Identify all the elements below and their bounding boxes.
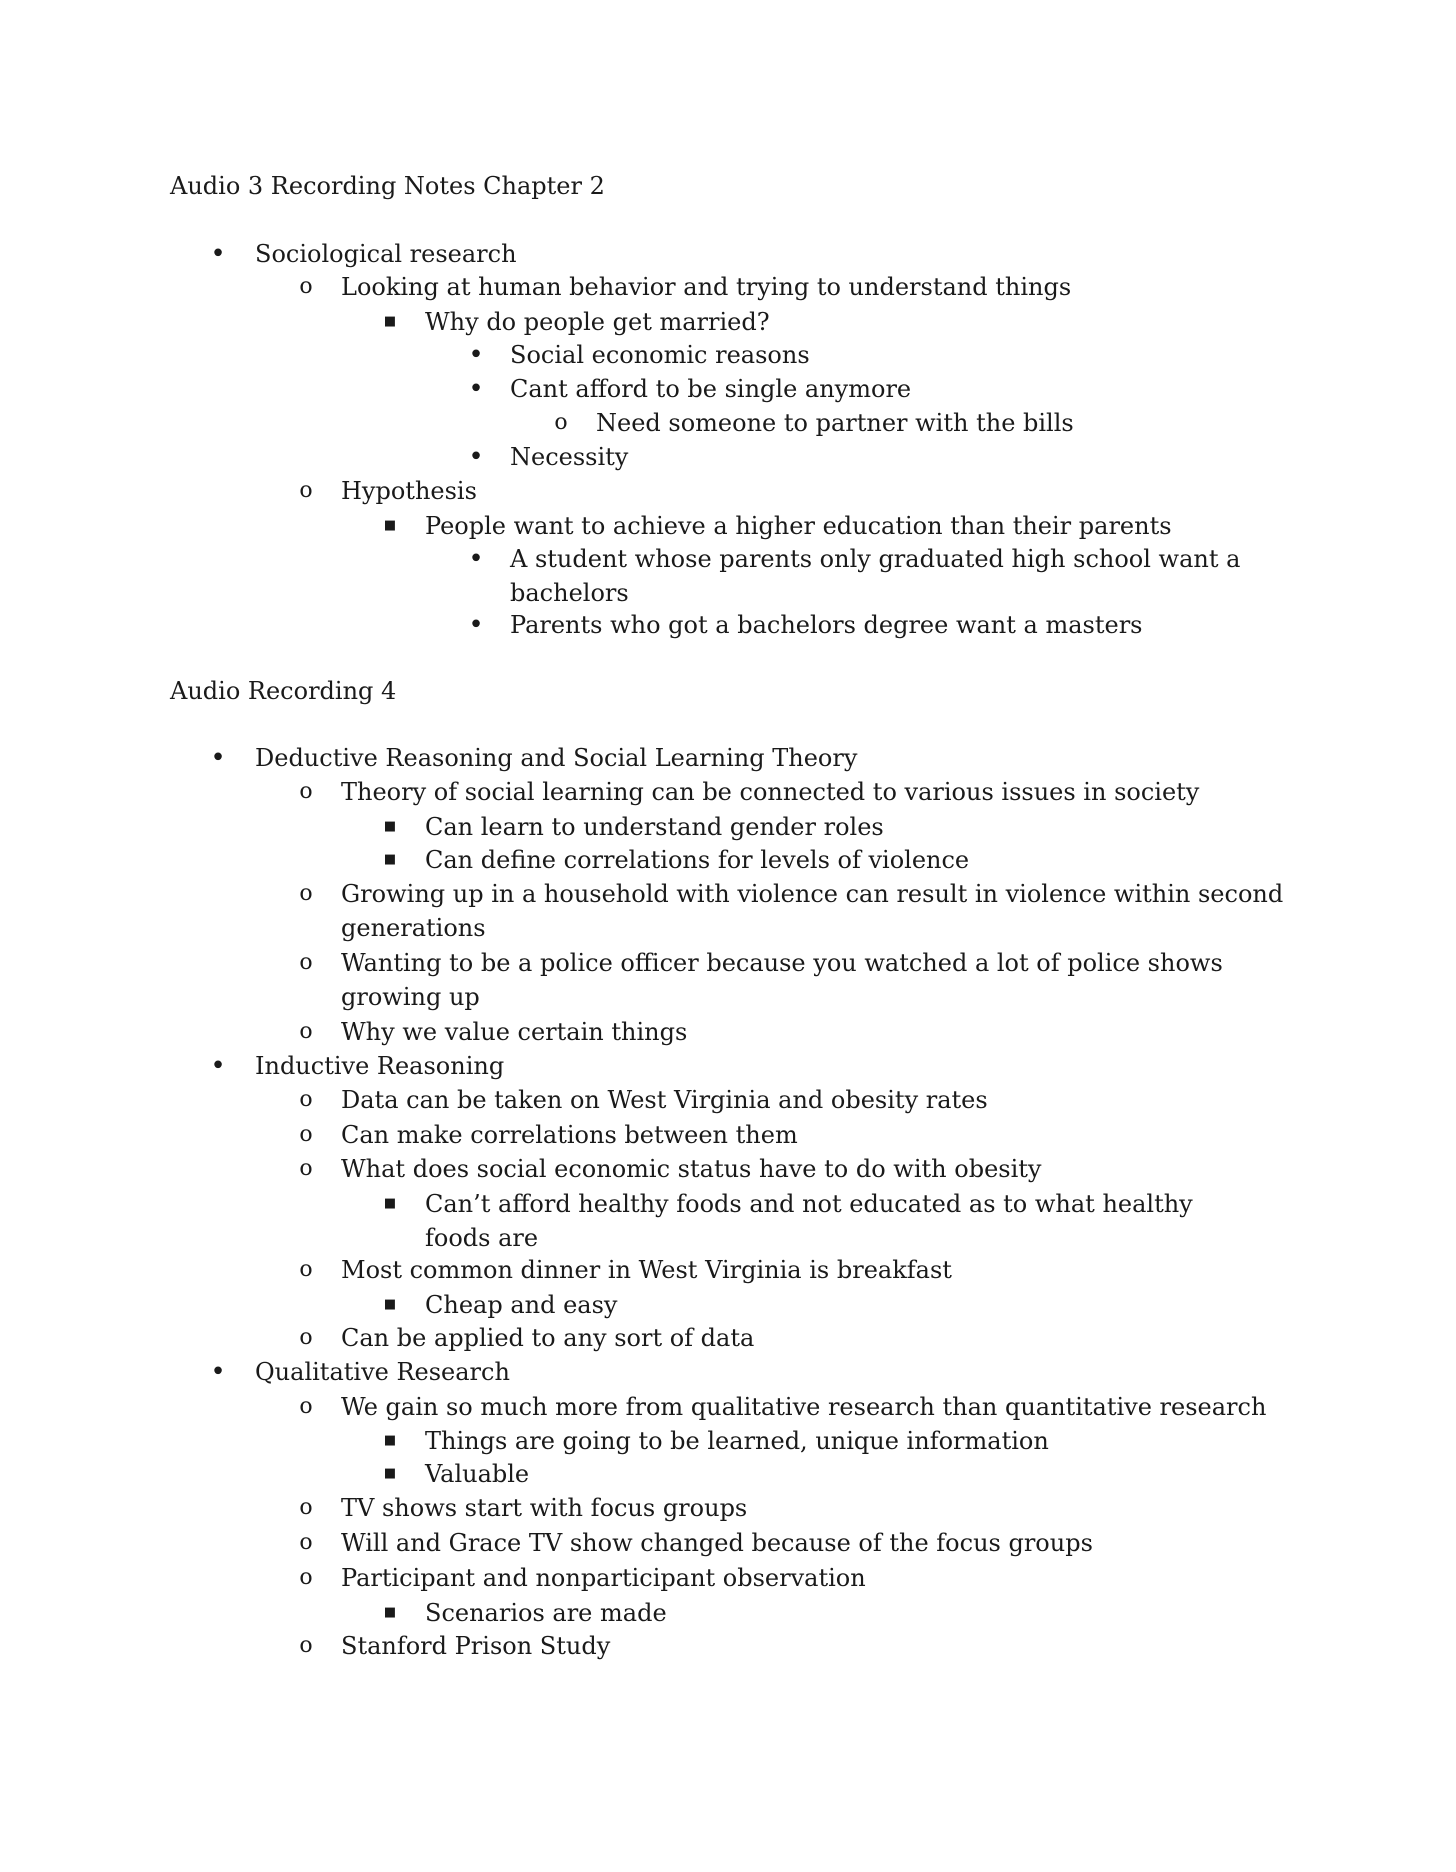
bullet-circle-icon: o [299,1325,313,1350]
bullet-disc-icon: • [210,1357,226,1387]
bullet-disc-icon: • [468,442,484,472]
bullet-square-icon: ■ [383,819,397,834]
bullet-disc-icon: • [210,1051,226,1081]
document-page: Audio 3 Recording Notes Chapter 2 • Sociological research o Looking at human behavior and trying to understand things ■ Why do people get married? • Social economic reasons • Cant afford to be single anymore o Need someone to partner with the bills • Necessity o Hypothesis ■ People want to achieve a higher education than their parents • A student whose parents only graduated high school want a bachelors • Parents who got a bachelors degree want a masters Audio Recording 4 • Deductive Reasoning and Social Learning Theory o Theory of social learning can be connected to various issues in society ■ Can learn to understand gender roles ■ Can define correlations for levels of violence o Growing up in a household with violence can result in violence within second generations o Wanting to be a police officer because you watched a lot of police shows growing up o Why we value certain things • Inductive Reasoning o Data can be taken on West Virginia and obesity rates o Can make correlations between them o What does social economic status have to do with obesity ■ Can’t afford healthy foods and not educated as to what healthy foods are o Most common dinner in West Virginia is breakfast ■ Cheap and easy o Can be applied to any sort of data • Qualitative Research o We gain so much more from qualitative research than quantitative research ■ Things are going to be learned, unique information ■ Valuable o TV shows start with focus groups o Will and Grace TV show changed because of the focus groups o Participant and nonparticipant observation ■ Scenarios are made o Stanford Prison Study [0,0,1456,1872]
bullet-circle-icon: o [299,1633,313,1658]
bullet-circle-icon: o [299,1257,313,1282]
bullet-circle-icon: o [299,274,313,299]
bullet-square-icon: ■ [383,518,397,533]
section-heading-audio-4: Audio Recording 4 [170,677,397,705]
bullet-square-icon: ■ [383,1433,397,1448]
bullet-square-icon: ■ [383,852,397,867]
bullet-square-icon: ■ [383,1196,397,1211]
bullet-circle-icon: o [299,478,313,503]
bullet-disc-icon: • [468,610,484,640]
bullet-disc-icon: • [468,340,484,370]
bullet-square-icon: ■ [383,1466,397,1481]
bullet-circle-icon: o [299,1495,313,1520]
bullet-square-icon: ■ [383,1297,397,1312]
bullet-circle-icon: o [299,1530,313,1555]
bullet-circle-icon: o [299,1087,313,1112]
bullet-circle-icon: o [554,410,568,435]
bullet-circle-icon: o [299,1394,313,1419]
bullet-circle-icon: o [299,779,313,804]
bullet-disc-icon: • [468,374,484,404]
bullet-disc-icon: • [468,544,484,574]
bullet-circle-icon: o [299,1565,313,1590]
bullet-circle-icon: o [299,881,313,906]
bullet-square-icon: ■ [383,314,397,329]
bullet-disc-icon: • [210,239,226,269]
bullet-disc-icon: • [210,743,226,773]
bullet-circle-icon: o [299,1019,313,1044]
bullet-circle-icon: o [299,1156,313,1181]
bullet-circle-icon: o [299,950,313,975]
section-heading-audio-3: Audio 3 Recording Notes Chapter 2 [170,172,605,200]
bullet-square-icon: ■ [383,1605,397,1620]
bullet-circle-icon: o [299,1122,313,1147]
